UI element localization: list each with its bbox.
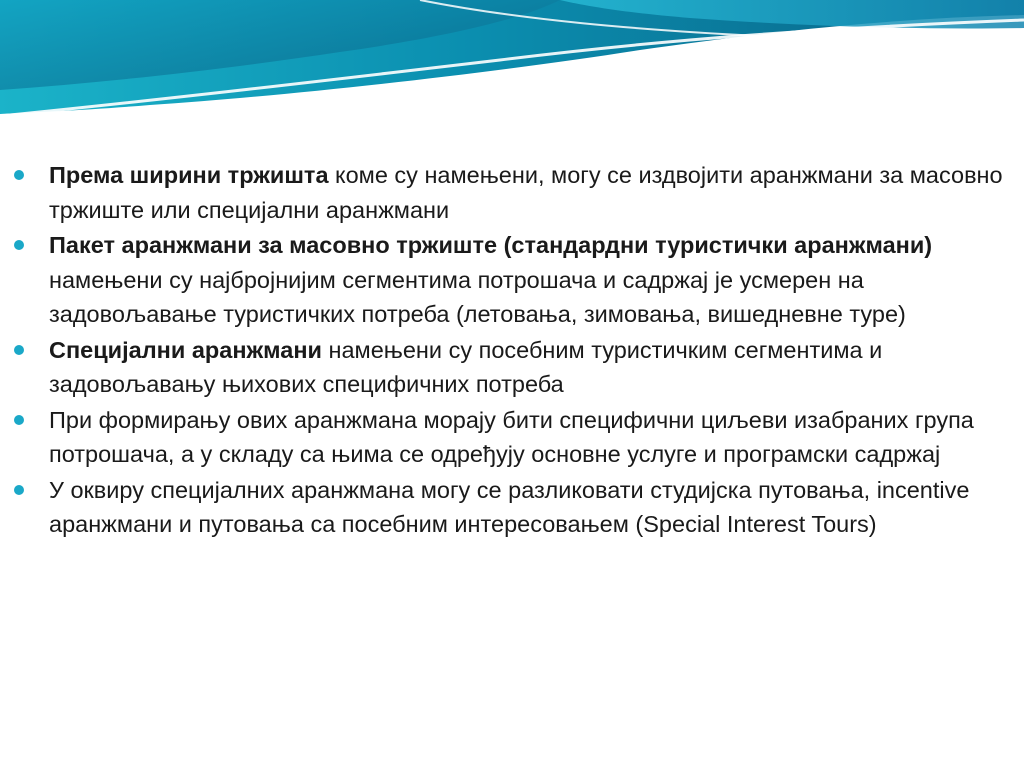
bullet-item bbox=[14, 333, 1019, 402]
bullet-bold-text: Специјални аранжмани bbox=[49, 336, 322, 363]
bullet-bold-text: Према ширини тржишта bbox=[49, 162, 329, 188]
bullet-item bbox=[14, 228, 1019, 332]
bullet-item bbox=[14, 158, 1019, 227]
bullet-item bbox=[14, 403, 1019, 472]
bullet-text: намењени су посебним туристичким сегментима и задовољавању њихових специфичних потреба bbox=[49, 336, 883, 397]
dot-bullet-icon bbox=[14, 240, 24, 250]
bullet-item bbox=[14, 473, 1019, 542]
bullet-text: У оквиру специјалних аранжмана могу се разликовати студијска путовања, incentive аранжмани и путовања са посебним интересовањем (Special Interest Tours) bbox=[49, 476, 970, 537]
dot-bullet-icon bbox=[14, 415, 24, 425]
header-wave-decoration bbox=[0, 0, 1024, 150]
dot-bullet-icon bbox=[14, 345, 24, 355]
bullet-list bbox=[14, 158, 1019, 543]
dot-bullet-icon bbox=[14, 485, 24, 495]
bullet-text: При формирању ових аранжмана морају бити специфични циљеви изабраних група потрошача, а у складу са њима се одређују основне услуге и програмски садржај bbox=[49, 406, 974, 467]
bullet-text: коме су намењени, могу се издвојити аранжмани за масовно тржиште или специјални аранжмани bbox=[49, 162, 1003, 223]
dot-bullet-icon bbox=[14, 170, 24, 180]
bullet-bold-text: Пакет аранжмани за масовно тржиште (стандардни туристички аранжмани) bbox=[49, 232, 933, 258]
bullet-text: намењени су најбројнијим сегментима потрошача и садржај је усмерен на задовољавање туристичких потреба (летовања, зимовања, вишедневне туре) bbox=[49, 266, 906, 327]
